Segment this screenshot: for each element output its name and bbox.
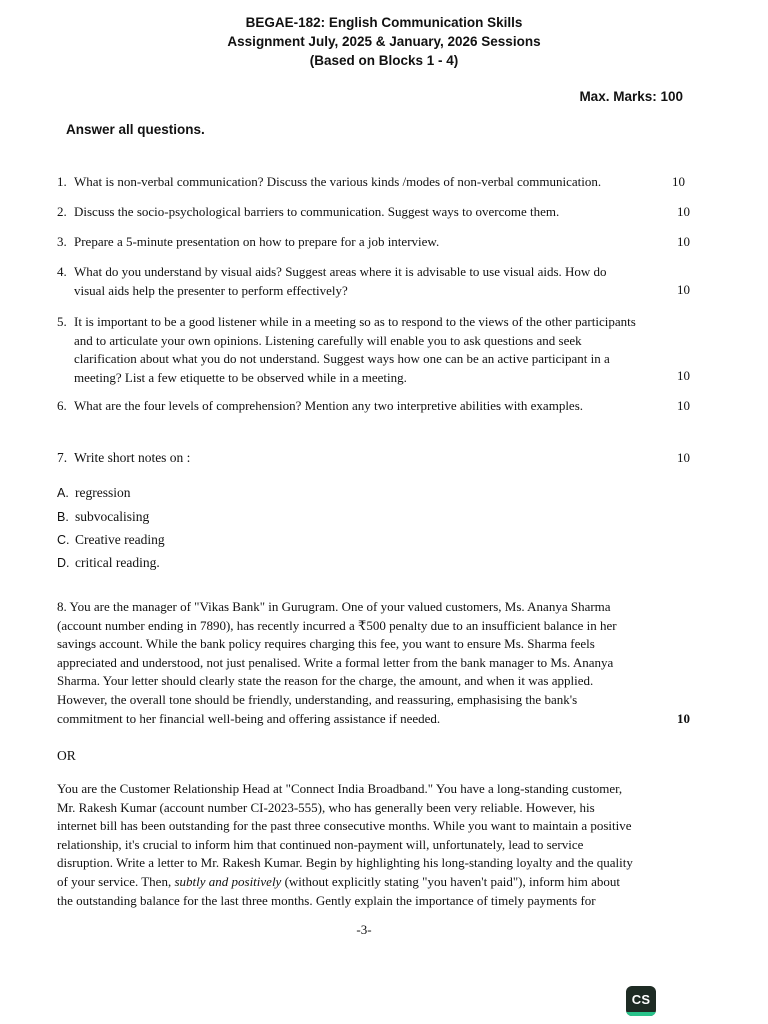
question-number: 6. xyxy=(57,398,67,413)
session-title: Assignment July, 2025 & January, 2026 Sessions xyxy=(227,34,541,49)
paragraph-line: commitment to her financial well-being and offering assistance if needed. xyxy=(57,710,441,726)
question-text: What is non-verbal communication? Discuss the various kinds /modes of non-verbal communication. xyxy=(74,174,602,189)
question-marks: 10 xyxy=(677,282,690,297)
question-number: 3. xyxy=(57,234,67,249)
paragraph-line: Mr. Rakesh Kumar (account number CI-2023-555), who has generally been very reliable. However, his xyxy=(57,799,595,815)
emphasis-text: subtly and positively xyxy=(174,873,282,889)
max-marks: Max. Marks: 100 xyxy=(579,89,683,104)
question-number: 2. xyxy=(57,204,67,219)
list-item-letter: B. xyxy=(57,510,69,524)
question-line: visual aids help the presenter to perform effectively? xyxy=(74,282,348,298)
paragraph-line: (account number ending in 7890), has recently incurred a ₹500 penalty due to an insufficient balance in her xyxy=(57,617,617,633)
question-number: 1. xyxy=(57,174,67,189)
question-text xyxy=(74,313,686,387)
question-marks: 10 xyxy=(677,204,690,219)
camscanner-logo-icon xyxy=(626,986,656,1016)
question-marks: 10 xyxy=(677,368,690,383)
paragraph-line: disruption. Write a letter to Mr. Rakesh Kumar. Begin by highlighting his long-standing loyalty and the quality xyxy=(57,855,633,871)
blocks-subtitle: (Based on Blocks 1 - 4) xyxy=(309,53,459,68)
paragraph-line: internet bill has been outstanding for the past three consecutive months. While you want to maintain a positive xyxy=(57,818,632,834)
logo-accent-bar xyxy=(626,1012,656,1016)
paragraph-line: savings account. While the bank policy requires charging this fee, you want to ensure Ms. Sharma feels xyxy=(57,636,595,652)
list-item: critical reading. xyxy=(75,555,160,570)
paragraph-line: 8. You are the manager of "Vikas Bank" in Gurugram. One of your valued customers, Ms. Ananya Sharma xyxy=(57,599,611,614)
question-8-text xyxy=(57,598,698,728)
question-line: clarification about what you do not understand. Suggest ways how one can be an active participant in a xyxy=(74,351,610,366)
question-marks: 10 xyxy=(677,711,690,726)
course-title: BEGAE-182: English Communication Skills xyxy=(245,15,523,30)
line-segment: of your service. Then, xyxy=(57,873,175,889)
question-line: What do you understand by visual aids? Suggest areas where it is advisable to use visual aids. How do xyxy=(74,264,607,279)
question-number: 4. xyxy=(57,264,67,279)
question-number: 5. xyxy=(57,314,67,329)
page-number: -3- xyxy=(356,922,372,937)
paragraph-line xyxy=(57,873,698,892)
alternative-question-text xyxy=(57,780,698,910)
question-text: Prepare a 5-minute presentation on how to prepare for a job interview. xyxy=(74,234,440,249)
list-item: regression xyxy=(75,485,131,500)
question-text: Discuss the socio-psychological barriers to communication. Suggest ways to overcome them. xyxy=(74,204,560,219)
question-marks: 10 xyxy=(677,450,690,465)
question-marks: 10 xyxy=(677,398,690,413)
list-item-letter: C. xyxy=(57,533,70,547)
line-segment: (without explicitly stating "you haven't paid"), inform him about xyxy=(281,873,620,889)
paragraph-line: appreciated and understood, not just penalised. Write a formal letter from the bank manager to Ms. Ananya xyxy=(57,654,614,670)
question-line: It is important to be a good listener while in a meeting so as to respond to the views of the other participants xyxy=(74,314,636,329)
paragraph-line: You are the Customer Relationship Head at "Connect India Broadband." You have a long-standing customer, xyxy=(57,781,623,796)
question-line: and to articulate your own opinions. Listening carefully will enable you to ask questions and seek xyxy=(74,332,582,348)
paragraph-line: the outstanding balance for the last three months. Gently explain the importance of timely payments for xyxy=(57,892,596,908)
question-text: Write short notes on : xyxy=(74,450,191,465)
question-text xyxy=(74,263,686,300)
or-divider: OR xyxy=(57,748,76,763)
list-item: Creative reading xyxy=(75,532,165,547)
list-item-letter: A. xyxy=(57,486,69,500)
question-marks: 10 xyxy=(672,174,685,189)
list-item: subvocalising xyxy=(75,509,150,524)
logo-text: CS xyxy=(631,992,651,1007)
question-number: 7. xyxy=(57,450,68,465)
instruction: Answer all questions. xyxy=(66,122,205,137)
question-line: meeting? List a few etiquette to be observed while in a meeting. xyxy=(74,369,407,385)
question-text: What are the four levels of comprehension? Mention any two interpretive abilities with examples. xyxy=(74,398,584,413)
paragraph-line: However, the overall tone should be friendly, understanding, and reassuring, emphasising the bank's xyxy=(57,691,578,707)
paragraph-line: Sharma. Your letter should clearly state the reason for the charge, the amount, and when it was applied. xyxy=(57,673,594,689)
list-item-letter: D. xyxy=(57,556,70,570)
question-marks: 10 xyxy=(677,234,690,249)
paragraph-line: relationship, it's crucial to inform him that continued non-payment will, unfortunately, lead to service xyxy=(57,836,584,852)
